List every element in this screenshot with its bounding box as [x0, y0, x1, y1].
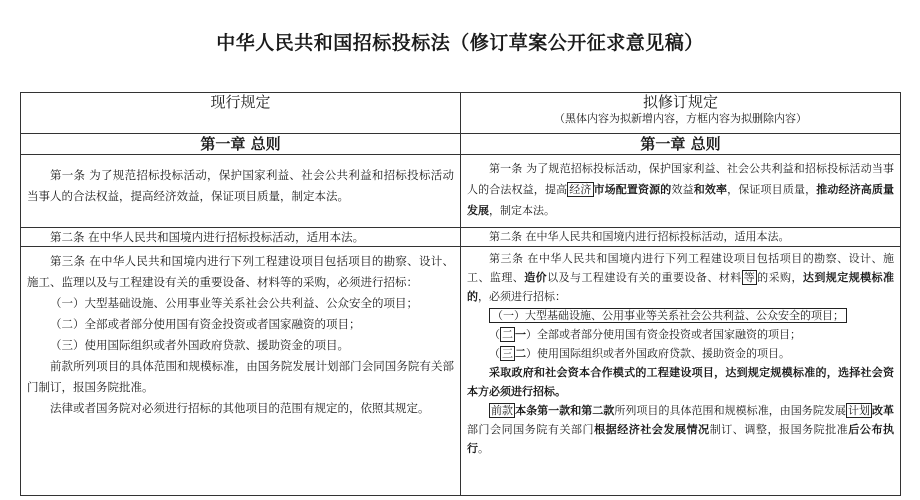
- added-text: 二: [515, 347, 526, 360]
- text-span: 效益: [671, 183, 694, 196]
- proposed-rules-legend: （黑体内容为拟新增内容，方框内容为拟删除内容）: [554, 112, 807, 125]
- text-span: 第三条 在中华人民共和国境内进行下列工程建设项目包括项目的勘察、设计、施工、监理、: [467, 252, 894, 284]
- added-text: 市场配置资源的: [593, 183, 672, 196]
- current-article-3-item-3: （三）使用国际组织或者外国政府贷款、援助资金的项目。: [50, 338, 349, 352]
- text-span: 所列项目的具体范围和规模标准，由国务院发展: [614, 404, 846, 417]
- text-span: 部门会同国务院有关部门: [467, 423, 595, 436]
- text-span: ）全部或者部分使用国有资金投资或者国家融资的项目；: [526, 328, 801, 341]
- proposed-article-3-item-1: [467, 306, 894, 325]
- deleted-text: 三: [502, 347, 513, 360]
- proposed-article-2-text: 第二条 在中华人民共和国境内进行招标投标活动，适用本法。: [489, 230, 790, 243]
- deleted-text: 等: [743, 271, 756, 284]
- text-span: ，保证项目质量，: [727, 183, 817, 196]
- proposed-article-3-new-para: 采取政府和社会资本合作模式的工程建设项目，达到规定规模标准的，选择社会资本方必须进行招标。: [467, 366, 894, 398]
- text-span: ，必须进行招标：: [478, 290, 566, 303]
- proposed-article-3-para-2: [467, 401, 894, 458]
- deleted-text: 计划: [847, 404, 870, 417]
- text-span: 以及与工程建设有关的重要设备、材料: [547, 271, 742, 284]
- current-article-3-text: 第三条 在中华人民共和国境内进行下列工程建设项目包括项目的勘察、设计、施工、监理以及与工程建设有关的重要设备、材料等的采购，必须进行招标：: [27, 254, 454, 289]
- current-article-3: [21, 247, 461, 496]
- proposed-article-3: [461, 247, 901, 496]
- added-text: 改革: [872, 404, 895, 417]
- proposed-article-1-text: [467, 158, 894, 221]
- added-text: 后公布执行: [467, 423, 895, 455]
- current-article-1: [21, 155, 461, 228]
- proposed-article-3-item-3: [467, 344, 894, 363]
- text-span: 制订、调整，报国务院批准: [709, 423, 849, 436]
- added-text: 造价: [524, 271, 548, 284]
- deleted-text: 二: [502, 328, 513, 341]
- current-article-3-para-2: 前款所列项目的具体范围和规模标准，由国务院发展计划部门会同国务院有关部门制订，报国务院批准。: [27, 359, 454, 394]
- added-text: 推动经济高质量发展: [467, 183, 895, 217]
- proposed-article-3-text: [467, 249, 894, 306]
- chapter-heading-right: 第一章 总则: [461, 134, 901, 155]
- chapter-heading-left: 第一章 总则: [21, 134, 461, 155]
- proposed-article-3-item-2: [467, 325, 894, 344]
- article-1-row: [21, 155, 901, 228]
- article-2-row: [21, 228, 901, 247]
- document-title: 中华人民共和国招标投标法（修订草案公开征求意见稿）: [216, 32, 704, 54]
- current-article-3-para-3: 法律或者国务院对必须进行招标的其他项目的范围有规定的，依照其规定。: [50, 401, 430, 415]
- table-header-row: [21, 93, 901, 134]
- text-span: 。: [478, 442, 489, 455]
- comparison-table: [20, 92, 901, 496]
- current-article-2-text: 第二条 在中华人民共和国境内进行招标投标活动，适用本法。: [50, 230, 365, 244]
- deleted-text: 经济: [569, 183, 592, 196]
- text-span: （: [489, 328, 500, 341]
- current-article-2: [21, 228, 461, 247]
- chapter-row: [21, 134, 901, 155]
- added-text: 达到规定规模标准的: [467, 271, 895, 303]
- proposed-rules-header-label: 拟修订规定: [642, 93, 718, 111]
- deleted-text: 前款: [491, 404, 514, 417]
- text-span: （: [489, 347, 500, 360]
- article-3-row: [21, 247, 901, 496]
- added-text: 本条第一款和第二款: [515, 404, 615, 417]
- deleted-text: （一）大型基础设施、公用事业等关系社会公共利益、公众安全的项目；: [489, 308, 847, 323]
- current-article-1-text: 第一条 为了规范招标投标活动，保护国家利益、社会公共利益和招标投标活动当事人的合法权益，提高经济效益，保证项目质量，制定本法。: [27, 168, 454, 203]
- proposed-article-1: [461, 155, 901, 228]
- text-span: ，制定本法。: [489, 204, 555, 217]
- added-text: 和效率: [693, 183, 728, 196]
- added-text: 一: [515, 328, 526, 341]
- text-span: ）使用国际组织或者外国政府贷款、援助资金的项目。: [526, 347, 790, 360]
- text-span: 的采购，: [757, 271, 803, 284]
- current-rules-header-label: 现行规定: [210, 93, 271, 111]
- current-rules-header: [21, 93, 461, 134]
- proposed-rules-header: [461, 93, 901, 134]
- added-text: 根据经济社会发展情况: [594, 423, 710, 436]
- current-article-3-item-2: （二）全部或者部分使用国有资金投资或者国家融资的项目；: [50, 317, 361, 331]
- proposed-article-2: [461, 228, 901, 247]
- current-article-3-item-1: （一）大型基础设施、公用事业等关系社会公共利益、公众安全的项目；: [50, 296, 418, 310]
- text-span: 第一条 为了规范招标投标活动，保护国家利益、社会公共利益和招标投标活动当事人的合法权益，提高: [467, 162, 894, 196]
